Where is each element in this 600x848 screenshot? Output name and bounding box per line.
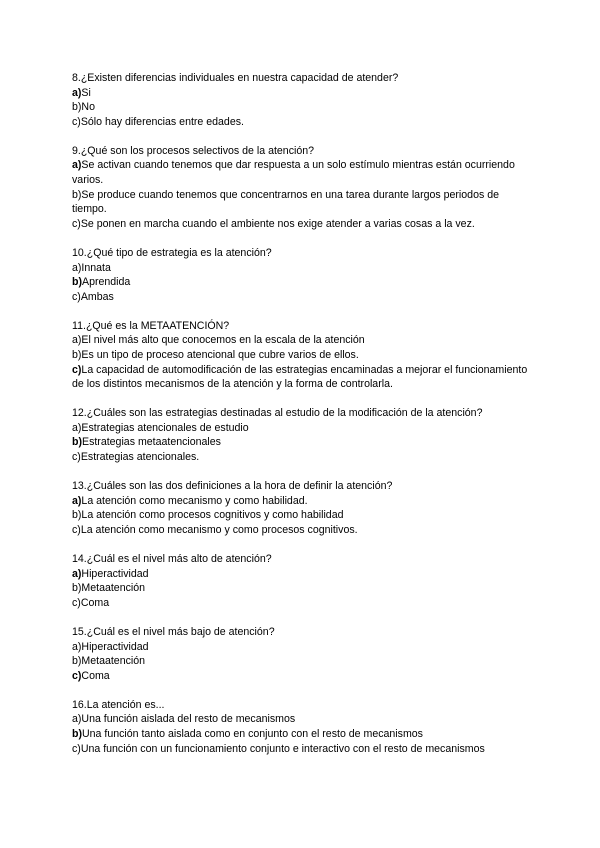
answer-text: Es un tipo de proceso atencional que cubre varios de ellos.: [81, 349, 359, 361]
answer-letter: a): [72, 261, 82, 274]
answer-letter: b): [72, 655, 82, 668]
answer-option: [72, 523, 532, 538]
question-text: 16.La atención es...: [72, 698, 165, 711]
answer-text: Aprendida: [82, 276, 131, 289]
answer-option: [72, 363, 532, 392]
correct-answer-letter: b): [72, 276, 82, 289]
answer-text: No: [81, 101, 95, 114]
answer-option: [72, 654, 532, 669]
answer-option: [72, 158, 532, 187]
answer-text: La atención como mecanismo y como habilidad.: [81, 494, 308, 507]
answer-text: Una función con un funcionamiento conjunto e interactivo con el resto de mecanismos: [80, 742, 485, 755]
question-block: [72, 71, 532, 129]
answer-text: Coma: [81, 669, 110, 682]
question-text: 8.¿Existen diferencias individuales en nuestra capacidad de atender?: [72, 72, 399, 84]
answer-letter: b): [72, 188, 82, 201]
correct-answer-letter: b): [72, 727, 82, 740]
question-block: [72, 319, 532, 392]
correct-answer-letter: c): [72, 669, 82, 682]
answer-option: [72, 275, 532, 290]
question-text: 14.¿Cuál es el nivel más alto de atención?: [72, 553, 272, 566]
answer-option: [72, 742, 532, 757]
correct-answer-letter: a): [72, 159, 82, 172]
answer-text: Metaatención: [81, 655, 146, 668]
answer-text: Hiperactividad: [81, 640, 149, 653]
answer-text: El nivel más alto que conocemos en la escala de la atención: [81, 334, 365, 347]
answer-option: [72, 100, 532, 115]
answer-letter: b): [72, 101, 82, 114]
answer-letter: b): [72, 582, 82, 595]
answer-letter: c): [72, 523, 81, 536]
answer-letter: b): [72, 349, 82, 361]
answer-letter: c): [72, 290, 81, 303]
answer-text: Coma: [80, 596, 110, 609]
correct-answer-letter: b): [72, 436, 82, 449]
answer-text: Se activan cuando tenemos que dar respuesta a un solo estímulo mientras están ocurriendo varios.: [72, 159, 515, 187]
answer-letter: a): [72, 334, 82, 347]
answer-option: [72, 435, 532, 450]
answer-text: Estrategias metaatencionales: [82, 436, 221, 449]
answer-letter: c): [72, 217, 81, 230]
answer-letter: c): [72, 742, 81, 755]
answer-option: [72, 596, 532, 611]
question-block: [72, 552, 532, 610]
question-text: 12.¿Cuáles son las estrategias destinadas al estudio de la modificación de la atención?: [72, 407, 483, 420]
answer-text: Estrategias atencionales.: [80, 451, 200, 464]
answer-option: [72, 421, 532, 436]
answer-text: Una función tanto aislada como en conjunto con el resto de mecanismos: [82, 727, 423, 740]
answer-text: Metaatención: [81, 582, 146, 595]
answer-text: La atención como procesos cognitivos y como habilidad: [81, 509, 344, 522]
answer-letter: b): [72, 509, 82, 522]
question-text: 11.¿Qué es la METAATENCIÓN?: [72, 319, 230, 332]
answer-letter: c): [72, 451, 81, 464]
answer-option: [72, 86, 532, 101]
answer-option: [72, 188, 532, 217]
answer-option: [72, 348, 532, 363]
answer-option: [72, 115, 532, 130]
answer-option: [72, 450, 532, 465]
answer-text: La capacidad de automodificación de las estrategias encaminadas a mejorar el funcionamiento de los distintos mecanismos de la atención y la forma de controlarla.: [72, 363, 528, 391]
answer-text: Se ponen en marcha cuando el ambiente nos exige atender a varias cosas a la vez.: [80, 217, 475, 230]
answer-letter: c): [72, 115, 81, 128]
question-text: 10.¿Qué tipo de estrategia es la atención?: [72, 246, 272, 259]
answer-letter: c): [72, 596, 81, 609]
question-block: [72, 246, 532, 304]
answer-option: [72, 581, 532, 596]
answer-option: [72, 567, 532, 582]
question-block: [72, 144, 532, 232]
question-text: 15.¿Cuál es el nivel más bajo de atención?: [72, 625, 275, 638]
question-block: [72, 406, 532, 464]
answer-text: Sólo hay diferencias entre edades.: [80, 115, 244, 128]
question-block: [72, 698, 532, 756]
answer-text: Hiperactividad: [81, 567, 149, 580]
answer-letter: a): [72, 640, 82, 653]
question-text: 13.¿Cuáles son las dos definiciones a la hora de definir la atención?: [72, 480, 393, 493]
answer-option: [72, 261, 532, 276]
answer-option: [72, 217, 532, 232]
answer-text: Se produce cuando tenemos que concentrarnos en una tarea durante largos periodos de tiempo.: [72, 188, 499, 216]
answer-option: [72, 669, 532, 684]
answer-letter: a): [72, 713, 82, 726]
question-block: [72, 625, 532, 683]
answer-option: [72, 290, 532, 305]
correct-answer-letter: a): [72, 567, 82, 580]
correct-answer-letter: a): [72, 86, 82, 99]
answer-option: [72, 333, 532, 348]
answer-option: [72, 494, 532, 509]
answer-text: Una función aislada del resto de mecanismos: [81, 713, 296, 726]
answer-option: [72, 727, 532, 742]
correct-answer-letter: c): [72, 363, 82, 376]
answer-letter: a): [72, 421, 82, 434]
question-block: [72, 479, 532, 537]
answer-text: Innata: [81, 261, 111, 274]
correct-answer-letter: a): [72, 494, 82, 507]
answer-option: [72, 508, 532, 523]
answer-text: La atención como mecanismo y como procesos cognitivos.: [80, 523, 358, 536]
answer-text: Si: [81, 86, 91, 99]
answer-option: [72, 640, 532, 655]
answer-text: Estrategias atencionales de estudio: [81, 421, 249, 434]
answer-text: Ambas: [80, 290, 114, 303]
question-text: 9.¿Qué son los procesos selectivos de la atención?: [72, 144, 315, 157]
quiz-content: [72, 71, 532, 771]
answer-option: [72, 712, 532, 727]
